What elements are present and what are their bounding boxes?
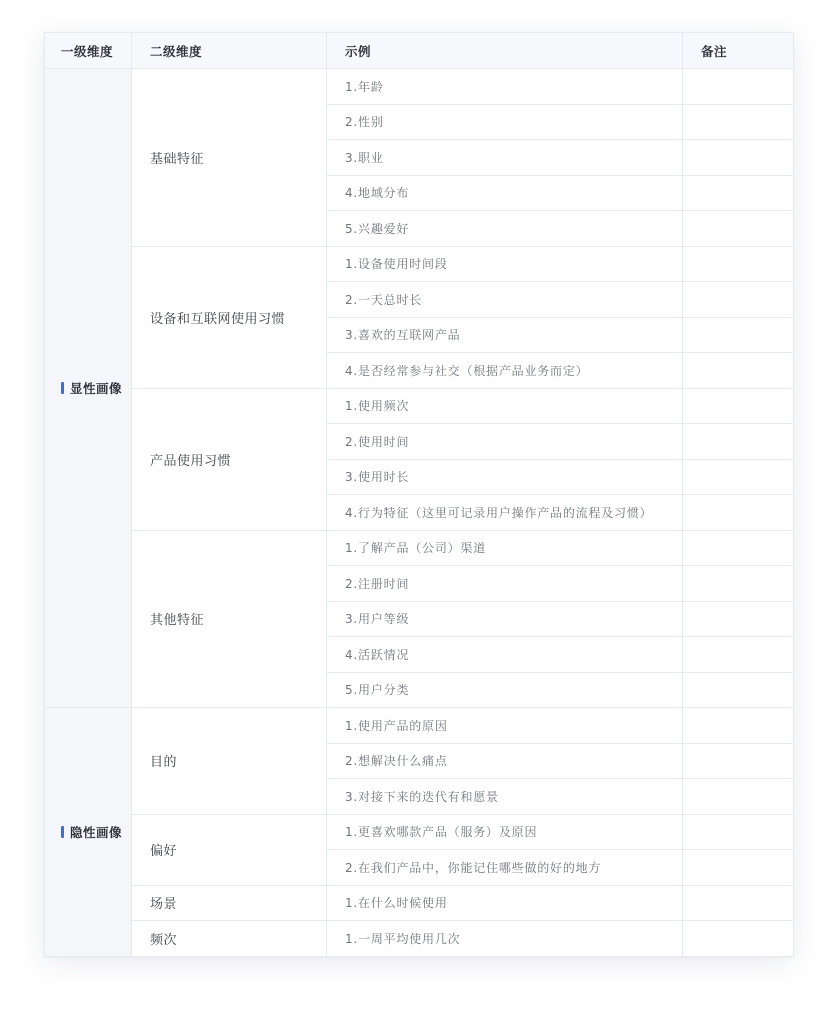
note-cell <box>683 246 794 282</box>
table-row <box>45 708 794 744</box>
example-cell: 4.是否经常参与社交（根据产品业务而定） <box>327 353 683 389</box>
note-cell <box>683 601 794 637</box>
note-cell <box>683 672 794 708</box>
table-row <box>45 530 794 566</box>
note-cell <box>683 282 794 318</box>
example-cell: 1.设备使用时间段 <box>327 246 683 282</box>
header-level2: 二级维度 <box>132 33 327 69</box>
note-cell <box>683 814 794 850</box>
level1-cell <box>45 708 132 957</box>
level1-label: 显性画像 <box>70 381 123 396</box>
table-body <box>45 69 794 957</box>
example-cell: 3.用户等级 <box>327 601 683 637</box>
example-cell: 1.了解产品（公司）渠道 <box>327 530 683 566</box>
table-row <box>45 69 794 105</box>
note-cell <box>683 779 794 815</box>
example-cell: 2.性别 <box>327 104 683 140</box>
example-cell: 1.一周平均使用几次 <box>327 921 683 957</box>
example-cell: 3.使用时长 <box>327 459 683 495</box>
level2-cell: 产品使用习惯 <box>132 388 327 530</box>
note-cell <box>683 495 794 531</box>
note-cell <box>683 211 794 247</box>
level1-label: 隐性画像 <box>70 824 123 840</box>
example-cell: 2.在我们产品中，你能记住哪些做的好的地方 <box>327 850 683 886</box>
note-cell <box>683 885 794 921</box>
example-cell: 1.更喜欢哪款产品（服务）及原因 <box>327 814 683 850</box>
note-cell <box>683 140 794 176</box>
example-cell: 5.兴趣爱好 <box>327 211 683 247</box>
example-cell: 2.一天总时长 <box>327 282 683 318</box>
table-row <box>45 921 794 957</box>
header-example: 示例 <box>327 33 683 69</box>
note-cell <box>683 850 794 886</box>
example-cell: 1.使用产品的原因 <box>327 708 683 744</box>
table-row <box>45 388 794 424</box>
level2-cell: 基础特征 <box>132 69 327 247</box>
level2-cell: 目的 <box>132 708 327 815</box>
note-cell <box>683 637 794 673</box>
example-cell: 2.使用时间 <box>327 424 683 460</box>
table-row <box>45 885 794 921</box>
note-cell <box>683 175 794 211</box>
header-note: 备注 <box>683 33 794 69</box>
note-cell <box>683 459 794 495</box>
note-cell <box>683 566 794 602</box>
note-cell <box>683 424 794 460</box>
example-cell: 1.使用频次 <box>327 388 683 424</box>
note-cell <box>683 708 794 744</box>
note-cell <box>683 388 794 424</box>
header-level1: 一级维度 <box>45 33 132 69</box>
accent-bar-icon <box>61 826 64 838</box>
example-cell: 4.活跃情况 <box>327 637 683 673</box>
persona-dimension-table <box>44 32 794 957</box>
accent-bar-icon <box>61 382 64 394</box>
example-cell: 5.用户分类 <box>327 672 683 708</box>
note-cell <box>683 530 794 566</box>
example-cell: 1.在什么时候使用 <box>327 885 683 921</box>
note-cell <box>683 69 794 105</box>
persona-table-card <box>44 32 793 956</box>
level2-cell: 场景 <box>132 885 327 921</box>
note-cell <box>683 317 794 353</box>
level2-cell: 偏好 <box>132 814 327 885</box>
level2-cell: 其他特征 <box>132 530 327 708</box>
example-cell: 3.对接下来的迭代有和愿景 <box>327 779 683 815</box>
table-row <box>45 814 794 850</box>
table-row <box>45 246 794 282</box>
note-cell <box>683 743 794 779</box>
level1-cell <box>45 69 132 708</box>
example-cell: 3.喜欢的互联网产品 <box>327 317 683 353</box>
example-cell: 2.注册时间 <box>327 566 683 602</box>
example-cell: 4.行为特征（这里可记录用户操作产品的流程及习惯） <box>327 495 683 531</box>
example-cell: 3.职业 <box>327 140 683 176</box>
example-cell: 1.年龄 <box>327 69 683 105</box>
note-cell <box>683 104 794 140</box>
example-cell: 2.想解决什么痛点 <box>327 743 683 779</box>
note-cell <box>683 353 794 389</box>
table-header-row <box>45 33 794 69</box>
example-cell: 4.地域分布 <box>327 175 683 211</box>
note-cell <box>683 921 794 957</box>
level2-cell: 设备和互联网使用习惯 <box>132 246 327 388</box>
level2-cell: 频次 <box>132 921 327 957</box>
